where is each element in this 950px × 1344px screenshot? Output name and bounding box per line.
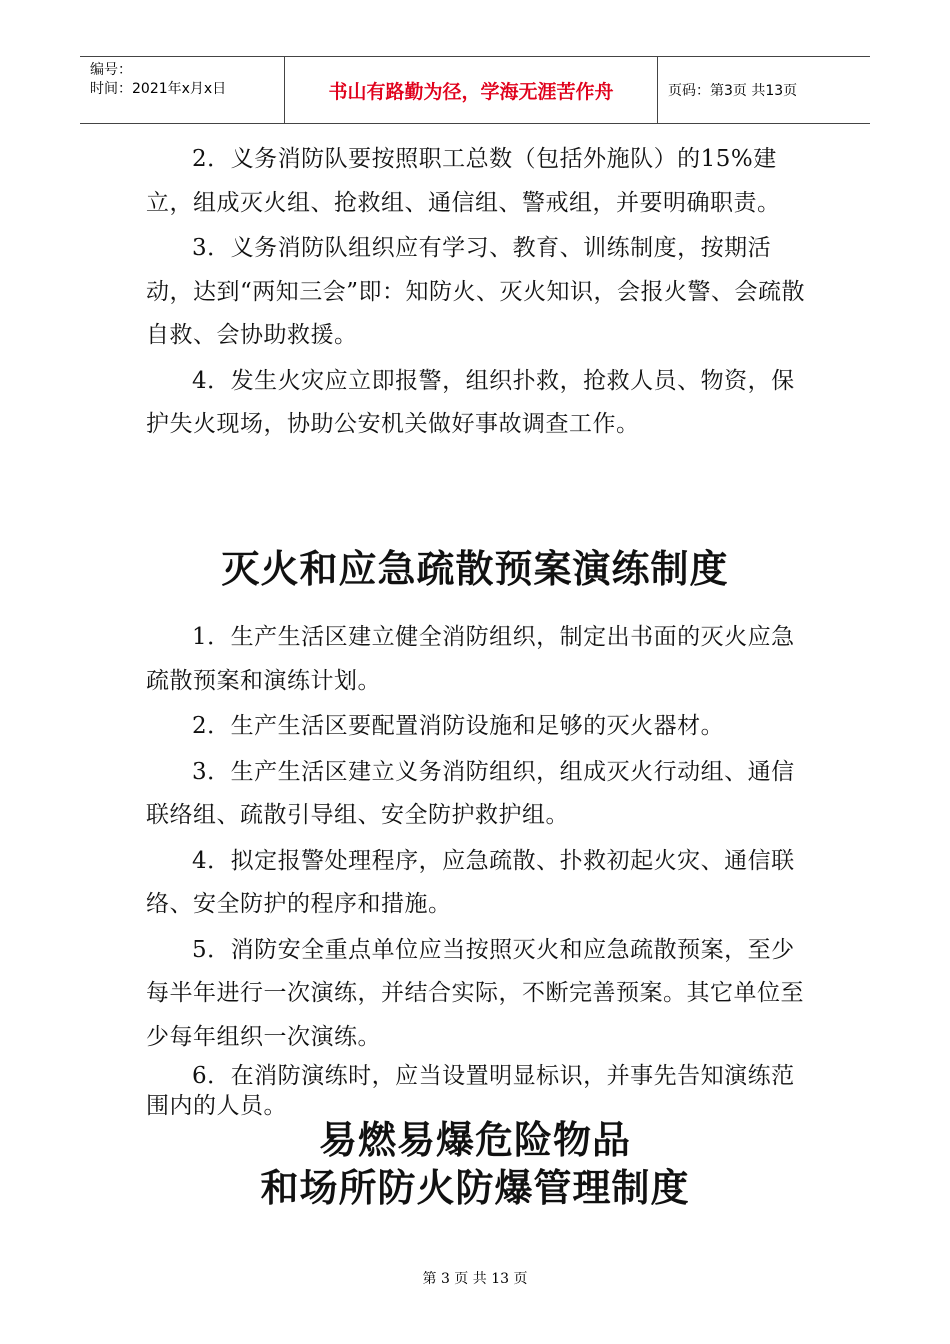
paragraph: 6．在消防演练时，应当设置明显标识，并事先告知演练范围内的人员。 — [146, 1063, 795, 1119]
paragraph: 5．消防安全重点单位应当按照灭火和应急疏散预案，至少每半年进行一次演练，并结合实际，不断完善预案。其它单位至少每年组织一次演练。 — [146, 936, 804, 1050]
paragraph: 4．拟定报警处理程序，应急疏散、扑救初起火灾、通信联络、安全防护的程序和措施。 — [146, 847, 795, 917]
paragraph: 2．义务消防队要按照职工总数（包括外施队）的15%建立，组成灭火组、抢救组、通信组、警戒组，并要明确职责。 — [146, 146, 781, 216]
page-footer: 第 3 页 共 13 页 — [422, 1271, 528, 1287]
paragraph: 3．生产生活区建立义务消防组织，组成灭火行动组、通信联络组、疏散引导组、安全防护救护组。 — [146, 758, 795, 828]
header-meta — [80, 57, 284, 123]
header-page-info: 页码：第3页 共13页 — [668, 83, 798, 99]
paragraph: 4．发生火灾应立即报警，组织扑救，抢救人员、物资，保护失火现场，协助公安机关做好事故调查工作。 — [146, 367, 795, 437]
section-title-hazardous-materials — [80, 1116, 870, 1212]
paragraph: 1．生产生活区建立健全消防组织，制定出书面的灭火应急疏散预案和演练计划。 — [146, 624, 795, 694]
page-header — [80, 56, 870, 124]
section-title-evacuation-drill: 灭火和应急疏散预案演练制度 — [221, 547, 729, 591]
title-line: 易燃易爆危险物品 — [318, 1118, 631, 1162]
section-volunteer-fire-brigade — [146, 138, 816, 449]
document-number-label: 编号： — [90, 62, 132, 78]
title-line: 和场所防火防爆管理制度 — [260, 1166, 690, 1210]
section-evacuation-drill — [146, 616, 816, 1123]
document-time-label: 时间：2021年x月x日 — [90, 81, 227, 97]
paragraph: 3．义务消防队组织应有学习、教育、训练制度，按期活动，达到“两知三会”即：知防火、灭火知识，会报火警、会疏散自救、会协助救援。 — [146, 235, 806, 348]
paragraph: 2．生产生活区要配置消防设施和足够的灭火器材。 — [192, 713, 725, 739]
header-motto: 书山有路勤为径，学海无涯苦作舟 — [284, 57, 658, 123]
